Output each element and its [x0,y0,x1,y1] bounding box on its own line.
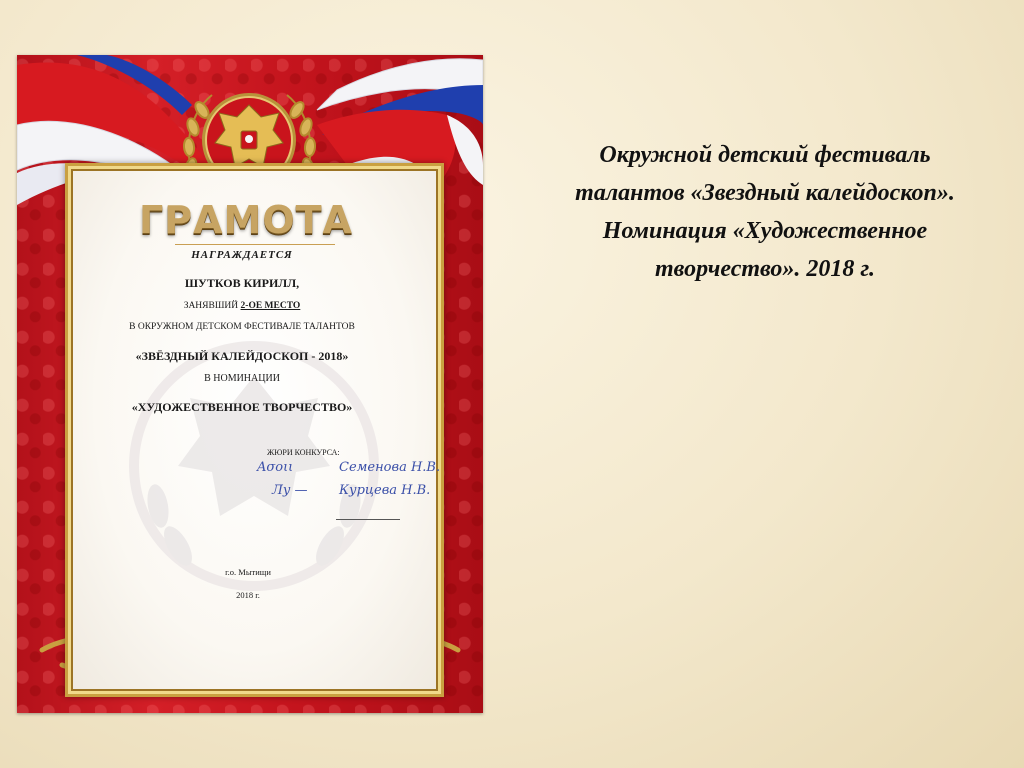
signature-name-2: Курцева Н.В. [339,483,431,498]
certificate-title: ГРАМОТА [139,198,353,242]
jury-label: ЖЮРИ КОНКУРСА: [267,448,340,457]
year-label: 2018 г. [236,590,260,600]
recipient-name: ШУТКОВ КИРИЛЛ, [184,276,300,290]
signature-scribble-1: Ασοιι [257,460,294,475]
slide-caption [520,136,1010,288]
caption-line-2: талантов «Звездный калейдоскоп». [575,180,955,206]
place-value: 2-ОЕ МЕСТО [240,301,301,311]
caption-line-4: творчество». 2018 г. [655,256,875,282]
signature-name-1: Семенова Н.В. [339,460,441,475]
place-line [17,301,475,311]
signature-scribble-2: Лу — [272,483,308,498]
city-label: г.о. Мытищи [225,567,271,577]
awarded-label: НАГРАЖДАЕТСЯ [191,249,293,261]
certificate-image [17,55,483,713]
contest-name: «ЗВЁЗДНЫЙ КАЛЕЙДОСКОП - 2018» [135,349,349,363]
nomination-label: В НОМИНАЦИИ [204,373,280,384]
signature-line [336,519,400,520]
place-prefix: ЗАНЯВШИЙ [183,301,241,311]
title-divider [175,244,335,245]
festival-line: В ОКРУЖНОМ ДЕТСКОМ ФЕСТИВАЛЕ ТАЛАНТОВ [129,322,355,332]
caption-line-1: Окружной детский фестиваль [599,142,931,168]
watermark-emblem [68,166,441,694]
nomination-category: «ХУДОЖЕСТВЕННОЕ ТВОРЧЕСТВО» [131,400,353,414]
caption-line-3: Номинация «Художественное [602,218,928,244]
